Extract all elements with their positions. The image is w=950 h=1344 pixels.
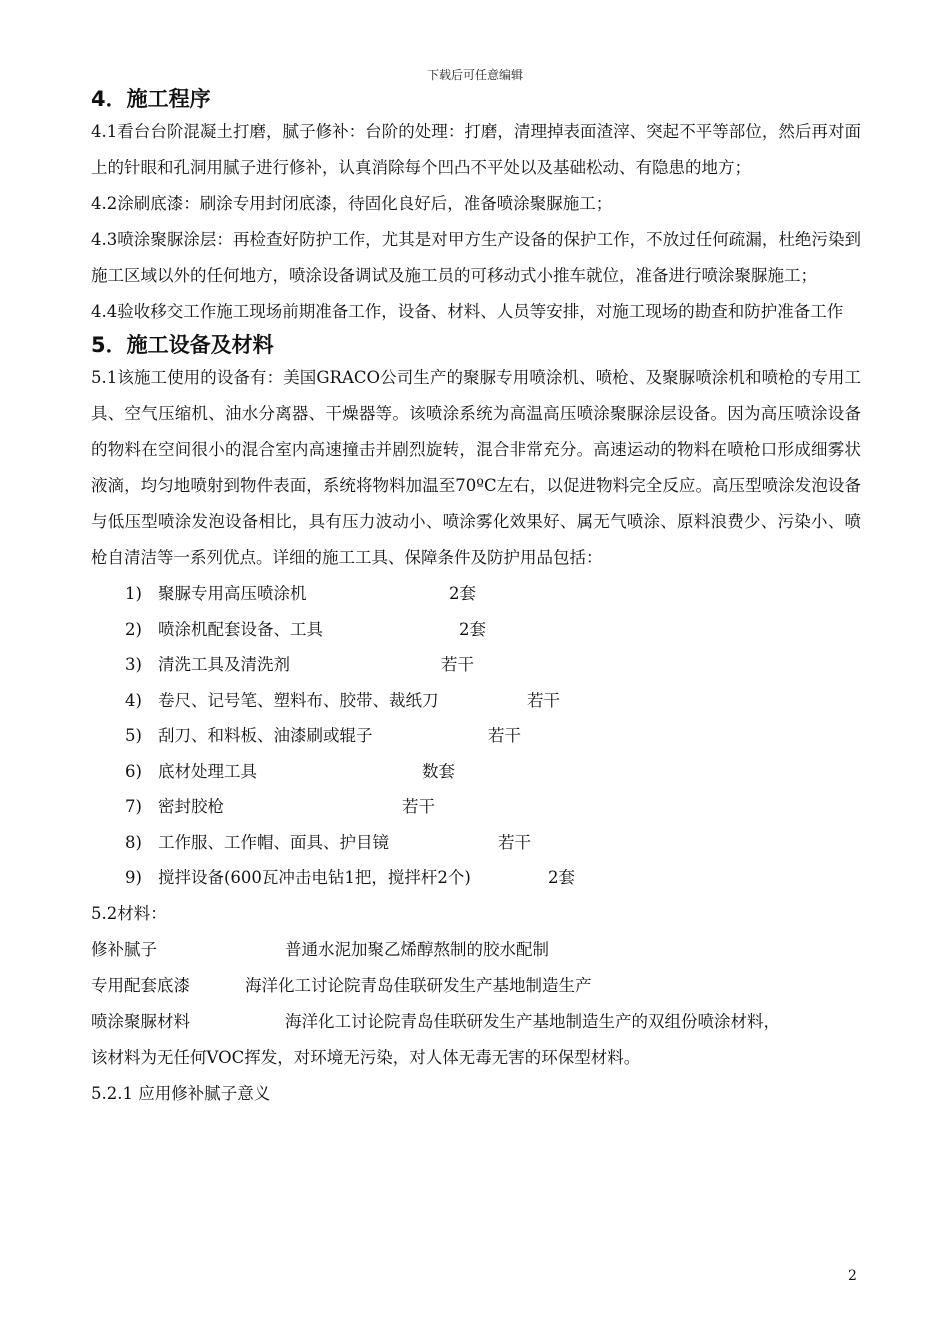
list-item bbox=[91, 754, 861, 790]
item-quantity: 若干 bbox=[527, 690, 560, 710]
item-name: 聚脲专用高压喷涂机 bbox=[158, 584, 307, 603]
item-number: 8) bbox=[125, 832, 142, 852]
section-4-title: 4．施工程序 bbox=[91, 87, 211, 111]
section-5-title: 5．施工设备及材料 bbox=[91, 333, 274, 357]
item-quantity: 2套 bbox=[548, 868, 575, 887]
item-number: 6) bbox=[125, 761, 142, 781]
item-number: 7) bbox=[125, 797, 142, 816]
list-item bbox=[91, 647, 861, 683]
item-name: 喷涂机配套设备、工具 bbox=[158, 619, 323, 639]
list-item bbox=[91, 825, 861, 861]
item-name: 刮刀、和料板、油漆刷或辊子 bbox=[158, 726, 373, 745]
page-header: 下载后可任意编辑 bbox=[426, 68, 523, 82]
paragraph-4-4: 4.4验收移交工作施工现场前期准备工作，设备、材料、人员等安排，对施工现场的勘查和防护准备工作 bbox=[91, 302, 844, 321]
material-name: 喷涂聚脲材料 bbox=[91, 1011, 190, 1031]
material-description: 普通水泥加聚乙烯醇熬制的胶水配制 bbox=[285, 939, 549, 959]
materials-heading: 5.2材料： bbox=[91, 903, 167, 923]
item-name: 密封胶枪 bbox=[158, 797, 224, 816]
material-description: 海洋化工讨论院青岛佳联研发生产基地制造生产的双组份喷涂材料， bbox=[285, 1011, 780, 1031]
material-row bbox=[91, 1004, 861, 1040]
item-number: 2) bbox=[125, 619, 142, 639]
list-item bbox=[91, 718, 861, 754]
item-name: 底材处理工具 bbox=[158, 761, 257, 781]
item-name: 清洗工具及清洗剂 bbox=[158, 655, 290, 674]
item-quantity: 数套 bbox=[422, 761, 455, 781]
material-row bbox=[91, 968, 861, 1004]
item-number: 9) bbox=[125, 868, 142, 887]
item-quantity: 2套 bbox=[449, 584, 476, 603]
item-quantity: 若干 bbox=[488, 726, 521, 745]
equipment-list bbox=[91, 576, 861, 896]
material-description: 海洋化工讨论院青岛佳联研发生产基地制造生产 bbox=[245, 975, 592, 995]
list-item bbox=[91, 576, 861, 612]
paragraph-4-3: 4.3喷涂聚脲涂层：再检查好防护工作，尤其是对甲方生产设备的保护工作，不放过任何疏漏，杜绝污染到施工区域以外的任何地方，喷涂设备调试及施工员的可移动式小推车就位，准备进行喷涂聚脲施工； bbox=[91, 230, 861, 285]
paragraph-4-1: 4.1看台台阶混凝土打磨，腻子修补：台阶的处理：打磨，清理掉表面渣滓、突起不平等部位，然后再对面上的针眼和孔洞用腻子进行修补，认真消除每个凹凸不平处以及基础松动、有隐患的地方； bbox=[91, 122, 861, 177]
material-row bbox=[91, 932, 861, 968]
material-name: 专用配套底漆 bbox=[91, 975, 190, 995]
item-quantity: 若干 bbox=[498, 832, 531, 852]
item-number: 4) bbox=[125, 690, 142, 710]
list-item bbox=[91, 789, 861, 825]
item-quantity: 若干 bbox=[402, 797, 435, 816]
list-item bbox=[91, 683, 861, 719]
paragraph-5-1: 5.1该施工使用的设备有：美国GRACO公司生产的聚脲专用喷涂机、喷枪、及聚脲喷涂机和喷枪的专用工具、空气压缩机、油水分离器、干燥器等。该喷涂系统为高温高压喷涂聚脲涂层设备。因为高压喷涂设备的物料在空间很小的混合室内高速撞击并剧烈旋转，混合非常充分。高速运动的物料在喷枪口形成细雾状液滴，均匀地喷射到物件表面，系统将物料加温至70ºC左右，以促进物料完全反应。高压型喷涂发泡设备与低压型喷涂发泡设备相比，具有压力波动小、喷涂雾化效果好、属无气喷涂、原料浪费少、污染小、喷枪自清洁等一系列优点。详细的施工工具、保障条件及防护用品包括： bbox=[91, 368, 861, 567]
item-name: 卷尺、记号笔、塑料布、胶带、裁纸刀 bbox=[158, 690, 439, 710]
item-name: 工作服、工作帽、面具、护目镜 bbox=[158, 832, 389, 852]
page-number: 2 bbox=[848, 1268, 857, 1284]
list-item bbox=[91, 612, 861, 648]
item-number: 3) bbox=[125, 655, 142, 674]
materials-note: 该材料为无任何VOC挥发，对环境无污染，对人体无毒无害的环保型材料。 bbox=[91, 1047, 641, 1067]
item-name: 搅拌设备(600瓦冲击电钻1把，搅拌杆2个) bbox=[158, 868, 471, 887]
item-number: 5) bbox=[125, 726, 142, 745]
subsection-heading: 5.2.1 应用修补腻子意义 bbox=[91, 1083, 271, 1103]
item-quantity: 2套 bbox=[459, 619, 486, 639]
paragraph-4-2: 4.2涂刷底漆：刷涂专用封闭底漆，待固化良好后，准备喷涂聚脲施工； bbox=[91, 194, 613, 213]
item-number: 1) bbox=[125, 584, 142, 603]
list-item bbox=[91, 860, 861, 896]
item-quantity: 若干 bbox=[441, 655, 474, 674]
material-name: 修补腻子 bbox=[91, 939, 157, 959]
page-content bbox=[91, 84, 861, 1112]
